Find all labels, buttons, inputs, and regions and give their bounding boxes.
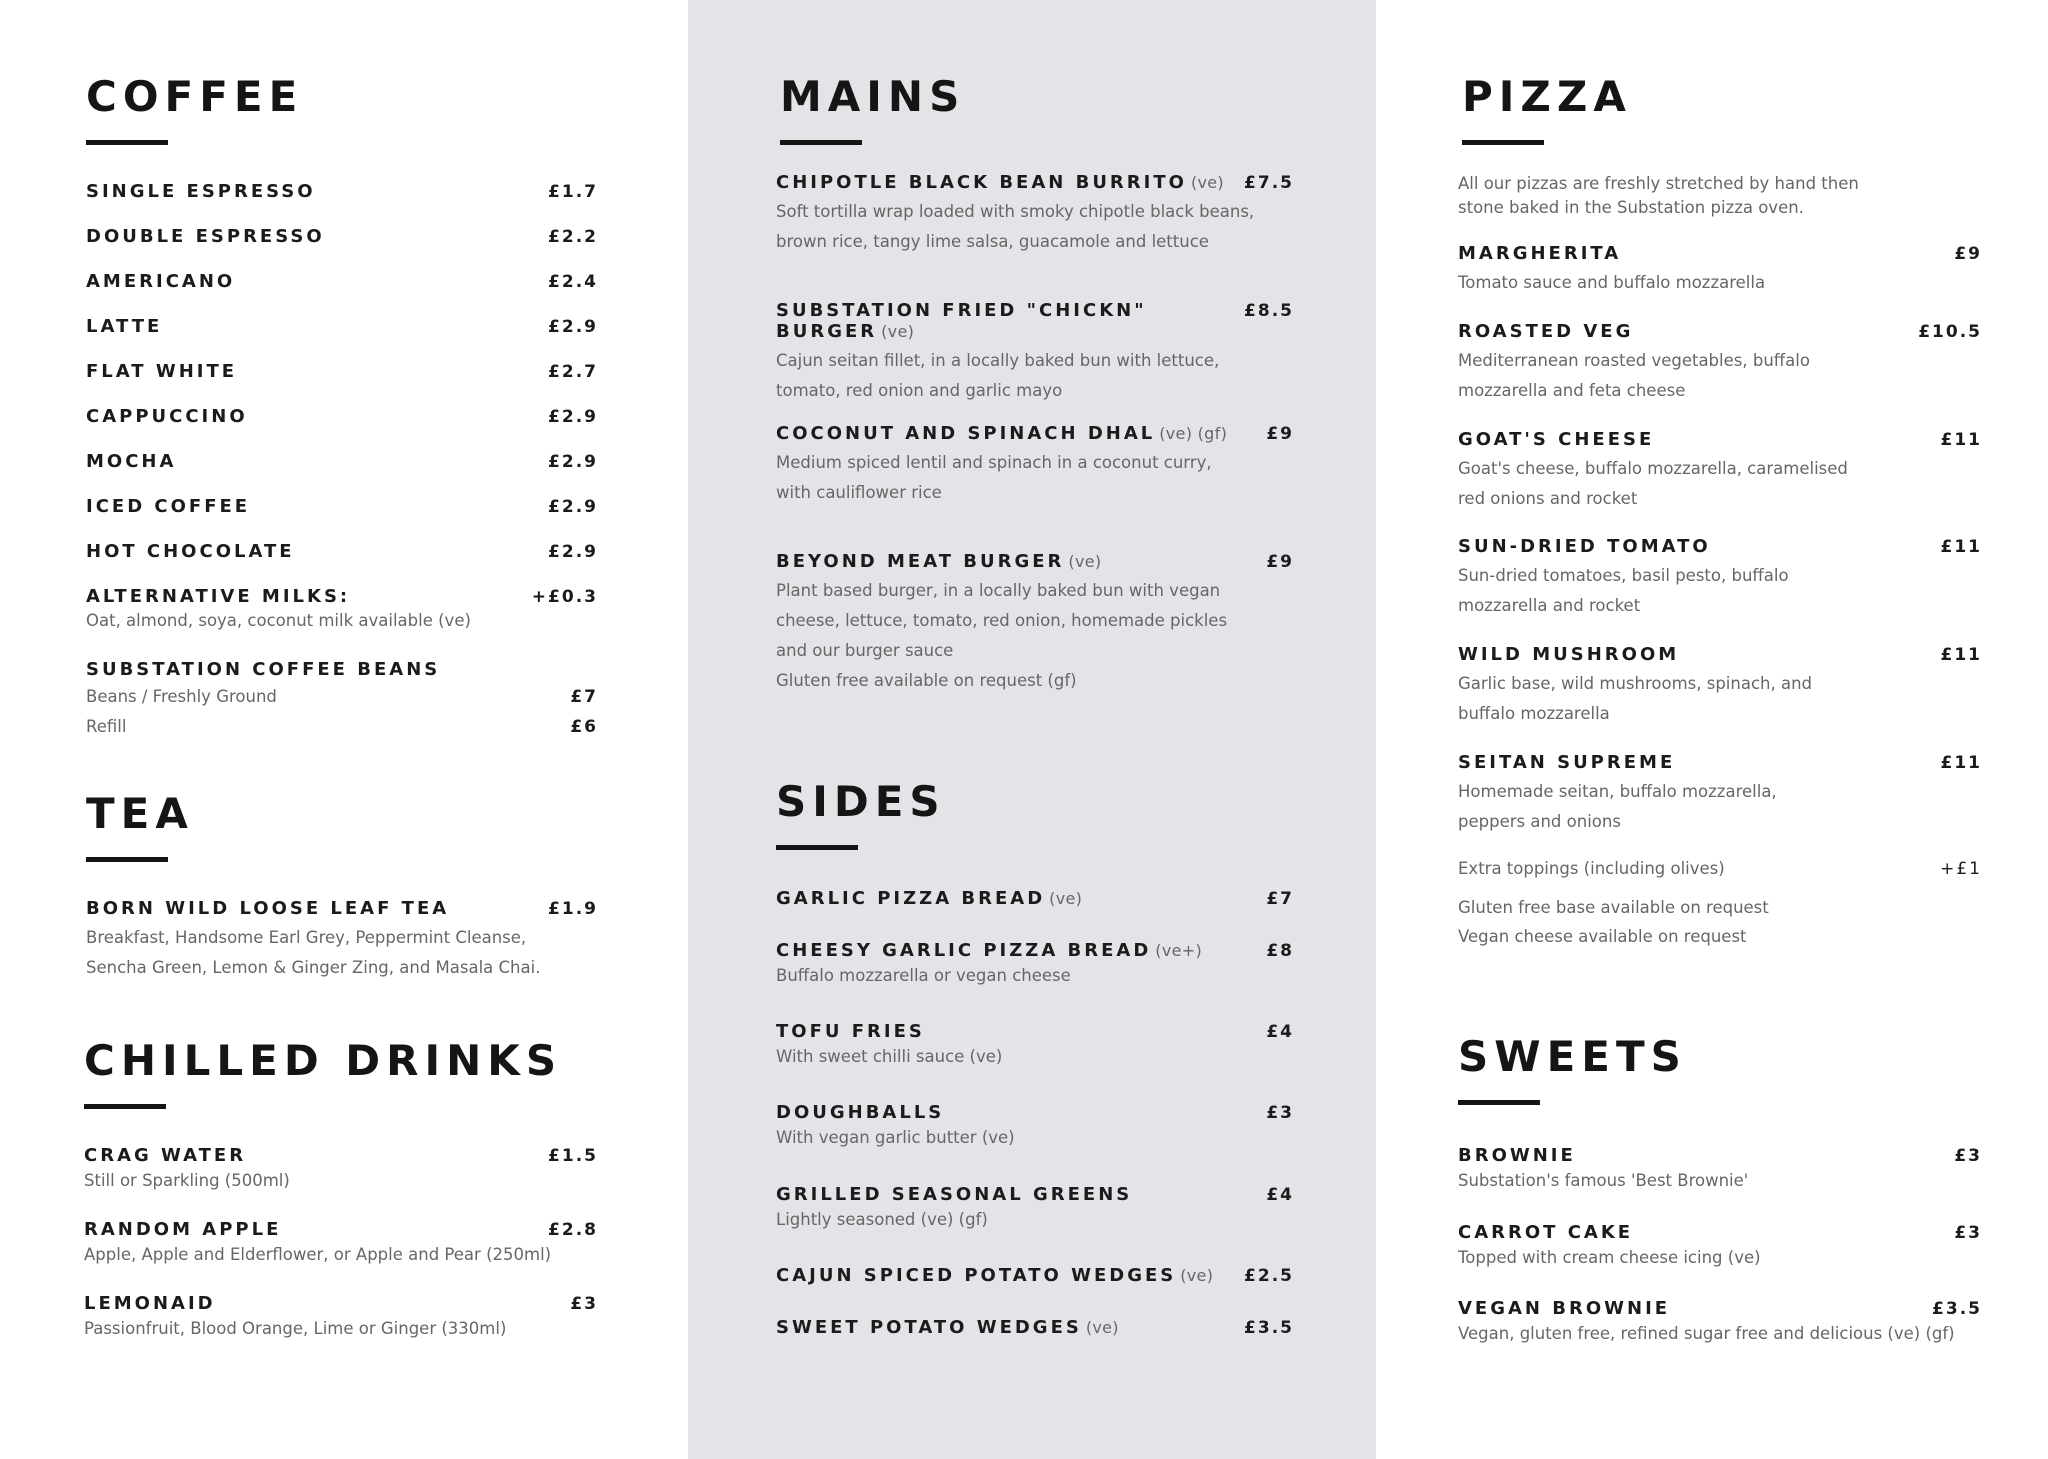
section-title: SIDES [776, 777, 946, 826]
pizza-note: Gluten free base available on request [1458, 898, 1769, 917]
chilled-drinks-section [84, 1036, 598, 1367]
menu-item [86, 271, 598, 316]
description-line: Sun-dried tomatoes, basil pesto, buffalo [1458, 566, 1789, 585]
section-title: SWEETS [1458, 1032, 1687, 1081]
item-price: £2.9 [548, 407, 598, 427]
item-price: £2.9 [548, 542, 598, 562]
menu-item [86, 181, 598, 226]
item-price: £2.2 [548, 227, 598, 247]
item-name: TOFU FRIES [776, 1021, 925, 1042]
item-price: £10.5 [1918, 322, 1982, 342]
item-name: RANDOM APPLE [84, 1219, 282, 1240]
item-description [1458, 454, 1982, 514]
menu-item [776, 1184, 1294, 1265]
item-name: AMERICANO [86, 271, 236, 292]
item-description: Buffalo mozzarella or vegan cheese [776, 966, 1071, 985]
menu-item [86, 659, 598, 742]
item-price: £3 [1954, 1146, 1982, 1166]
item-price: £2.4 [548, 272, 598, 292]
item-price: £11 [1940, 430, 1982, 450]
item-name: COCONUT AND SPINACH DHAL [776, 423, 1156, 444]
menu-item [1458, 321, 1982, 406]
item-description: Oat, almond, soya, coconut milk available (ve) [86, 611, 471, 630]
item-name: MOCHA [86, 451, 177, 472]
item-price: £2.9 [548, 497, 598, 517]
item-name: MARGHERITA [1458, 243, 1622, 264]
item-description [86, 923, 598, 983]
item-name: FLAT WHITE [86, 361, 238, 382]
item-name: CAPPUCCINO [86, 406, 248, 427]
description-line: cheese, lettuce, tomato, red onion, homemade pickles [776, 611, 1228, 630]
item-name: GOAT'S CHEESE [1458, 429, 1655, 450]
menu-item [776, 1102, 1294, 1184]
section-rule [780, 140, 862, 145]
description-line: mozzarella and feta cheese [1458, 381, 1686, 400]
item-price: £2.9 [548, 452, 598, 472]
item-price: £3 [570, 1294, 598, 1314]
item-name: SINGLE ESPRESSO [86, 181, 316, 202]
description-line: Plant based burger, in a locally baked bun with vegan [776, 581, 1221, 600]
item-description [1458, 346, 1982, 406]
description-line: Sencha Green, Lemon & Ginger Zing, and Masala Chai. [86, 958, 541, 977]
item-description [1458, 561, 1982, 621]
item-name: HOT CHOCOLATE [86, 541, 295, 562]
item-description: Passionfruit, Blood Orange, Lime or Ginger (330ml) [84, 1319, 507, 1338]
menu-column-left [0, 0, 688, 1459]
description-line: with cauliflower rice [776, 483, 942, 502]
menu-item [1458, 429, 1982, 514]
menu-item [1458, 1222, 1982, 1298]
menu-item [1458, 243, 1982, 298]
item-name: DOUBLE ESPRESSO [86, 226, 325, 247]
intro-line: stone baked in the Substation pizza oven. [1458, 198, 1804, 217]
item-name: VEGAN BROWNIE [1458, 1298, 1671, 1319]
item-name: SUBSTATION FRIED "CHICKN" BURGER [776, 300, 1147, 342]
menu-item [84, 1145, 598, 1219]
item-price: £2.7 [548, 362, 598, 382]
item-description: Topped with cream cheese icing (ve) [1458, 1248, 1761, 1267]
subrow-label: Refill [86, 717, 127, 736]
description-line: Homemade seitan, buffalo mozzarella, [1458, 782, 1777, 801]
item-name: BEYOND MEAT BURGER [776, 551, 1065, 572]
dietary-tag: (ve) [1085, 1318, 1119, 1337]
dietary-tag: (ve+) [1155, 941, 1202, 960]
extra-toppings-label: Extra toppings (including olives) [1458, 859, 1725, 878]
menu-item [86, 541, 598, 586]
item-name: DOUGHBALLS [776, 1102, 945, 1123]
section-rule [84, 1104, 166, 1109]
item-name: CAJUN SPICED POTATO WEDGES [776, 1265, 1177, 1286]
dietary-tag: (ve) [1068, 552, 1102, 571]
item-name: GRILLED SEASONAL GREENS [776, 1184, 1133, 1205]
description-line: brown rice, tangy lime salsa, guacamole and lettuce [776, 232, 1209, 251]
pizza-note: Vegan cheese available on request [1458, 927, 1747, 946]
item-price: £2.9 [548, 317, 598, 337]
item-description [776, 346, 1294, 406]
menu-item [1458, 536, 1982, 621]
item-price: £3.5 [1932, 1299, 1982, 1319]
item-price: £7 [1266, 889, 1294, 909]
dietary-tag: (ve) [1180, 1266, 1214, 1285]
description-line: Garlic base, wild mushrooms, spinach, and [1458, 674, 1813, 693]
item-price: £1.5 [548, 1146, 598, 1166]
item-name: CHIPOTLE BLACK BEAN BURRITO [776, 172, 1187, 193]
item-description [1458, 669, 1982, 729]
menu-item [776, 940, 1294, 1021]
description-line: tomato, red onion and garlic mayo [776, 381, 1063, 400]
item-price: £4 [1266, 1022, 1294, 1042]
dietary-tag: (ve) [1190, 173, 1224, 192]
description-line: Goat's cheese, buffalo mozzarella, caramelised [1458, 459, 1848, 478]
item-price: £9 [1954, 244, 1982, 264]
item-description: With vegan garlic butter (ve) [776, 1128, 1015, 1147]
section-rule [86, 857, 168, 862]
mains-section [780, 72, 1294, 145]
menu-item [86, 451, 598, 496]
item-price: £1.9 [548, 899, 598, 919]
item-description [1458, 777, 1982, 837]
item-price: £11 [1940, 645, 1982, 665]
menu-item [86, 586, 598, 659]
item-name: SUBSTATION COFFEE BEANS [86, 659, 441, 680]
description-line: buffalo mozzarella [1458, 704, 1610, 723]
section-rule [1462, 140, 1544, 145]
item-price: £3 [1266, 1103, 1294, 1123]
item-description: Substation's famous 'Best Brownie' [1458, 1171, 1749, 1190]
description-line: Soft tortilla wrap loaded with smoky chipotle black beans, [776, 202, 1255, 221]
menu-item [776, 172, 1294, 257]
item-name: BORN WILD LOOSE LEAF TEA [86, 898, 450, 919]
menu-item [776, 1265, 1294, 1317]
menu-item [86, 406, 598, 451]
menu-item [1458, 1145, 1982, 1222]
subrow-label: Beans / Freshly Ground [86, 687, 277, 706]
item-description [776, 197, 1294, 257]
item-name: ALTERNATIVE MILKS: [86, 586, 351, 607]
item-description: With sweet chilli sauce (ve) [776, 1047, 1003, 1066]
description-line: and our burger sauce [776, 641, 954, 660]
section-rule [776, 845, 858, 850]
item-description [776, 448, 1294, 508]
description-line: Tomato sauce and buffalo mozzarella [1458, 273, 1766, 292]
item-name: BROWNIE [1458, 1145, 1576, 1166]
section-title: MAINS [780, 72, 966, 121]
item-description [1458, 268, 1982, 298]
item-price: £2.8 [548, 1220, 598, 1240]
section-rule [1458, 1100, 1540, 1105]
menu-item [776, 423, 1294, 508]
menu-item [776, 1317, 1294, 1357]
item-price: £3 [1954, 1223, 1982, 1243]
menu-item [776, 300, 1294, 406]
item-price: £11 [1940, 537, 1982, 557]
description-line: Medium spiced lentil and spinach in a coconut curry, [776, 453, 1212, 472]
description-line: peppers and onions [1458, 812, 1621, 831]
menu-item [86, 226, 598, 271]
description-line: Gluten free available on request (gf) [776, 671, 1077, 690]
item-price: £4 [1266, 1185, 1294, 1205]
item-price: £8.5 [1244, 301, 1294, 321]
menu-item [84, 1293, 598, 1367]
section-title: CHILLED DRINKS [84, 1036, 563, 1085]
description-line: red onions and rocket [1458, 489, 1638, 508]
description-line: mozzarella and rocket [1458, 596, 1641, 615]
item-name: SEITAN SUPREME [1458, 752, 1676, 773]
dietary-tag: (ve) (gf) [1159, 424, 1228, 443]
description-line: Breakfast, Handsome Earl Grey, Peppermint Cleanse, [86, 928, 527, 947]
item-price: £9 [1266, 552, 1294, 572]
item-description: Vegan, gluten free, refined sugar free and delicious (ve) (gf) [1458, 1324, 1955, 1343]
item-price: £1.7 [548, 182, 598, 202]
item-description: Still or Sparkling (500ml) [84, 1171, 290, 1190]
item-price: £9 [1266, 424, 1294, 444]
item-name: ROASTED VEG [1458, 321, 1634, 342]
menu-item [1458, 644, 1982, 729]
menu-item [776, 888, 1294, 940]
section-title: TEA [86, 789, 194, 838]
item-name: SWEET POTATO WEDGES [776, 1317, 1082, 1338]
item-name: LEMONAID [84, 1293, 216, 1314]
item-subrow [86, 712, 598, 742]
item-price: £7 [570, 687, 598, 707]
item-price: £6 [570, 717, 598, 737]
item-price: £11 [1940, 753, 1982, 773]
coffee-section [86, 72, 598, 742]
menu-column-right [1376, 0, 2048, 1459]
menu-column-middle [688, 0, 1376, 1459]
intro-line: All our pizzas are freshly stretched by hand then [1458, 174, 1859, 193]
item-name: ICED COFFEE [86, 496, 251, 517]
section-rule [86, 140, 168, 145]
menu-item [86, 361, 598, 406]
dietary-tag: (ve) [881, 322, 915, 341]
description-line: Cajun seitan fillet, in a locally baked bun with lettuce, [776, 351, 1220, 370]
item-subrow [86, 682, 598, 712]
sides-section [776, 777, 1294, 1357]
item-description [776, 576, 1294, 696]
tea-section [86, 789, 598, 983]
sweets-section [1458, 1032, 1982, 1374]
section-title: COFFEE [86, 72, 304, 121]
item-name: CHEESY GARLIC PIZZA BREAD [776, 940, 1152, 961]
menu-item [86, 316, 598, 361]
description-line: Mediterranean roasted vegetables, buffalo [1458, 351, 1810, 370]
menu-item [86, 898, 598, 983]
extra-toppings-row [1458, 854, 1982, 884]
item-description: Apple, Apple and Elderflower, or Apple and Pear (250ml) [84, 1245, 552, 1264]
menu-item [776, 551, 1294, 696]
pizza-intro [1458, 172, 1982, 220]
dietary-tag: (ve) [1049, 889, 1083, 908]
item-price: £3.5 [1244, 1318, 1294, 1338]
pizza-notes [1458, 893, 1982, 951]
item-name: CRAG WATER [84, 1145, 247, 1166]
menu-item [84, 1219, 598, 1293]
item-price: £2.5 [1244, 1266, 1294, 1286]
item-name: GARLIC PIZZA BREAD [776, 888, 1046, 909]
item-name: CARROT CAKE [1458, 1222, 1634, 1243]
menu-item [1458, 1298, 1982, 1374]
item-name: LATTE [86, 316, 163, 337]
item-price: +£0.3 [531, 587, 598, 607]
menu-item [776, 1021, 1294, 1102]
pizza-section [1462, 72, 1982, 145]
item-description: Lightly seasoned (ve) (gf) [776, 1210, 988, 1229]
menu-item [1458, 752, 1982, 837]
section-title: PIZZA [1462, 72, 1632, 121]
item-price: £8 [1266, 941, 1294, 961]
item-name: SUN-DRIED TOMATO [1458, 536, 1711, 557]
menu-item [86, 496, 598, 541]
extra-toppings-price: +£1 [1940, 859, 1982, 879]
item-name: WILD MUSHROOM [1458, 644, 1680, 665]
item-price: £7.5 [1244, 173, 1294, 193]
